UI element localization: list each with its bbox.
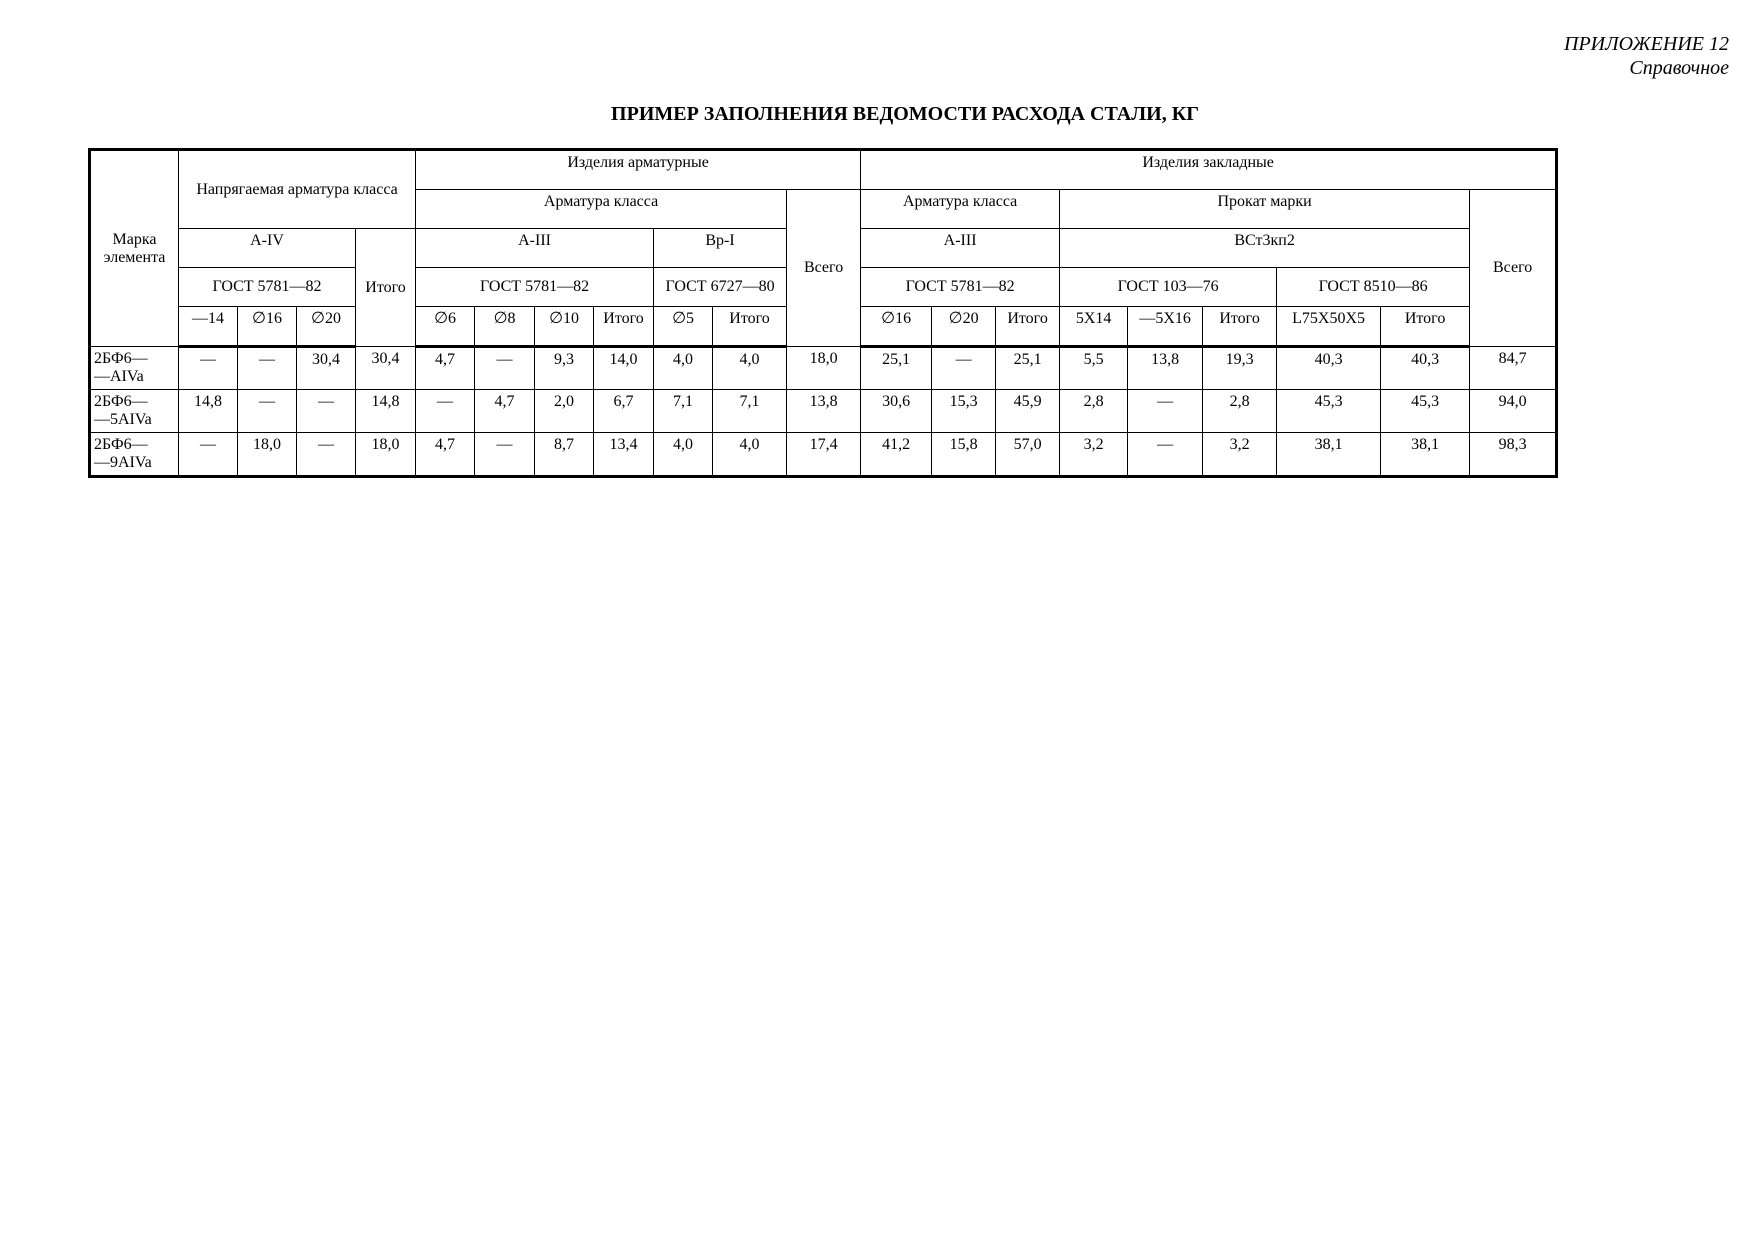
value-cell: 18,0: [238, 433, 297, 477]
appendix-type: Справочное: [1629, 57, 1729, 79]
value-cell: 98,3: [1470, 433, 1557, 477]
value-cell: 30,4: [356, 347, 416, 390]
size-header: Итого: [1381, 307, 1470, 347]
gost-6727-header: ГОСТ 6727—80: [654, 268, 787, 307]
appendix-number: ПРИЛОЖЕНИЕ 12: [1564, 33, 1729, 55]
prestressed-subtotal-header: Итого: [356, 229, 416, 347]
reinforcement-products-header: Изделия арматурные: [416, 150, 861, 190]
value-cell: 14,0: [594, 347, 654, 390]
grade-vst-header: ВСт3кп2: [1060, 229, 1470, 268]
size-header: ∅5: [654, 307, 713, 347]
element-mark-cell: 2БФ6— —5AIVa: [90, 390, 179, 433]
value-cell: 3,2: [1203, 433, 1277, 477]
value-cell: 41,2: [861, 433, 932, 477]
value-cell: 2,8: [1203, 390, 1277, 433]
value-cell: 84,7: [1470, 347, 1557, 390]
value-cell: 17,4: [787, 433, 861, 477]
value-cell: 13,8: [787, 390, 861, 433]
value-cell: 15,8: [932, 433, 996, 477]
size-header: Итого: [594, 307, 654, 347]
value-cell: 38,1: [1277, 433, 1381, 477]
value-cell: —: [475, 347, 535, 390]
value-cell: 4,0: [654, 433, 713, 477]
value-cell: 18,0: [787, 347, 861, 390]
class-bpi-header: Вр-I: [654, 229, 787, 268]
reinforcement-total-header: Всего: [787, 190, 861, 347]
value-cell: 94,0: [1470, 390, 1557, 433]
size-header: ∅10: [535, 307, 594, 347]
value-cell: 15,3: [932, 390, 996, 433]
size-header: ∅20: [297, 307, 356, 347]
mark-header: Марка элемента: [90, 150, 179, 347]
size-header: —14: [179, 307, 238, 347]
value-cell: —: [297, 433, 356, 477]
value-cell: 45,9: [996, 390, 1060, 433]
steel-consumption-table: [88, 148, 1558, 478]
document-title: ПРИМЕР ЗАПОЛНЕНИЯ ВЕДОМОСТИ РАСХОДА СТАЛИ, КГ: [611, 103, 1199, 125]
size-header: ∅6: [416, 307, 475, 347]
value-cell: 30,4: [297, 347, 356, 390]
value-cell: 4,0: [654, 347, 713, 390]
value-cell: 25,1: [861, 347, 932, 390]
table-row: [90, 433, 1557, 477]
value-cell: 2,8: [1060, 390, 1128, 433]
value-cell: —: [238, 390, 297, 433]
value-cell: 4,0: [713, 347, 787, 390]
gost-5781-header: ГОСТ 5781—82: [416, 268, 654, 307]
value-cell: 14,8: [179, 390, 238, 433]
gost-5781-header: ГОСТ 5781—82: [179, 268, 356, 307]
embedded-total-header: Всего: [1470, 190, 1557, 347]
value-cell: 4,7: [416, 347, 475, 390]
value-cell: 13,8: [1128, 347, 1203, 390]
size-header: ∅8: [475, 307, 535, 347]
size-header: 5Х14: [1060, 307, 1128, 347]
table-body: [90, 347, 1557, 477]
embedded-rebar-class-header: Арматура класса: [861, 190, 1060, 229]
value-cell: 6,7: [594, 390, 654, 433]
value-cell: 13,4: [594, 433, 654, 477]
value-cell: 8,7: [535, 433, 594, 477]
class-aiii-header: А-III: [416, 229, 654, 268]
value-cell: 14,8: [356, 390, 416, 433]
value-cell: 4,7: [475, 390, 535, 433]
size-header: L75Х50Х5: [1277, 307, 1381, 347]
appendix-label: [1564, 32, 1729, 80]
size-header: ∅16: [238, 307, 297, 347]
value-cell: 57,0: [996, 433, 1060, 477]
value-cell: 7,1: [713, 390, 787, 433]
value-cell: —: [179, 433, 238, 477]
value-cell: 40,3: [1381, 347, 1470, 390]
class-aiv-header: А-IV: [179, 229, 356, 268]
embedded-products-header: Изделия закладные: [861, 150, 1557, 190]
size-header: Итого: [713, 307, 787, 347]
value-cell: —: [179, 347, 238, 390]
prestressed-header: Напрягаемая арматура класса: [179, 150, 416, 229]
value-cell: 9,3: [535, 347, 594, 390]
value-cell: 2,0: [535, 390, 594, 433]
value-cell: 5,5: [1060, 347, 1128, 390]
value-cell: 18,0: [356, 433, 416, 477]
rolled-grade-header: Прокат марки: [1060, 190, 1470, 229]
value-cell: 4,0: [713, 433, 787, 477]
value-cell: 19,3: [1203, 347, 1277, 390]
value-cell: —: [932, 347, 996, 390]
value-cell: 3,2: [1060, 433, 1128, 477]
gost-103-header: ГОСТ 103—76: [1060, 268, 1277, 307]
value-cell: —: [297, 390, 356, 433]
embedded-class-aiii-header: А-III: [861, 229, 1060, 268]
value-cell: 45,3: [1277, 390, 1381, 433]
size-header: Итого: [1203, 307, 1277, 347]
element-mark-cell: 2БФ6— —AIVa: [90, 347, 179, 390]
value-cell: —: [1128, 390, 1203, 433]
value-cell: —: [475, 433, 535, 477]
value-cell: 25,1: [996, 347, 1060, 390]
value-cell: 4,7: [416, 433, 475, 477]
table-row: [90, 347, 1557, 390]
value-cell: —: [416, 390, 475, 433]
value-cell: 38,1: [1381, 433, 1470, 477]
rebar-class-header: Арматура класса: [416, 190, 787, 229]
size-header: ∅20: [932, 307, 996, 347]
size-header: Итого: [996, 307, 1060, 347]
size-header: ∅16: [861, 307, 932, 347]
value-cell: 30,6: [861, 390, 932, 433]
table-row: [90, 390, 1557, 433]
value-cell: 40,3: [1277, 347, 1381, 390]
gost-5781-header: ГОСТ 5781—82: [861, 268, 1060, 307]
gost-8510-header: ГОСТ 8510—86: [1277, 268, 1470, 307]
value-cell: 7,1: [654, 390, 713, 433]
value-cell: 45,3: [1381, 390, 1470, 433]
element-mark-cell: 2БФ6— —9AIVa: [90, 433, 179, 477]
value-cell: —: [1128, 433, 1203, 477]
value-cell: —: [238, 347, 297, 390]
size-header: —5Х16: [1128, 307, 1203, 347]
